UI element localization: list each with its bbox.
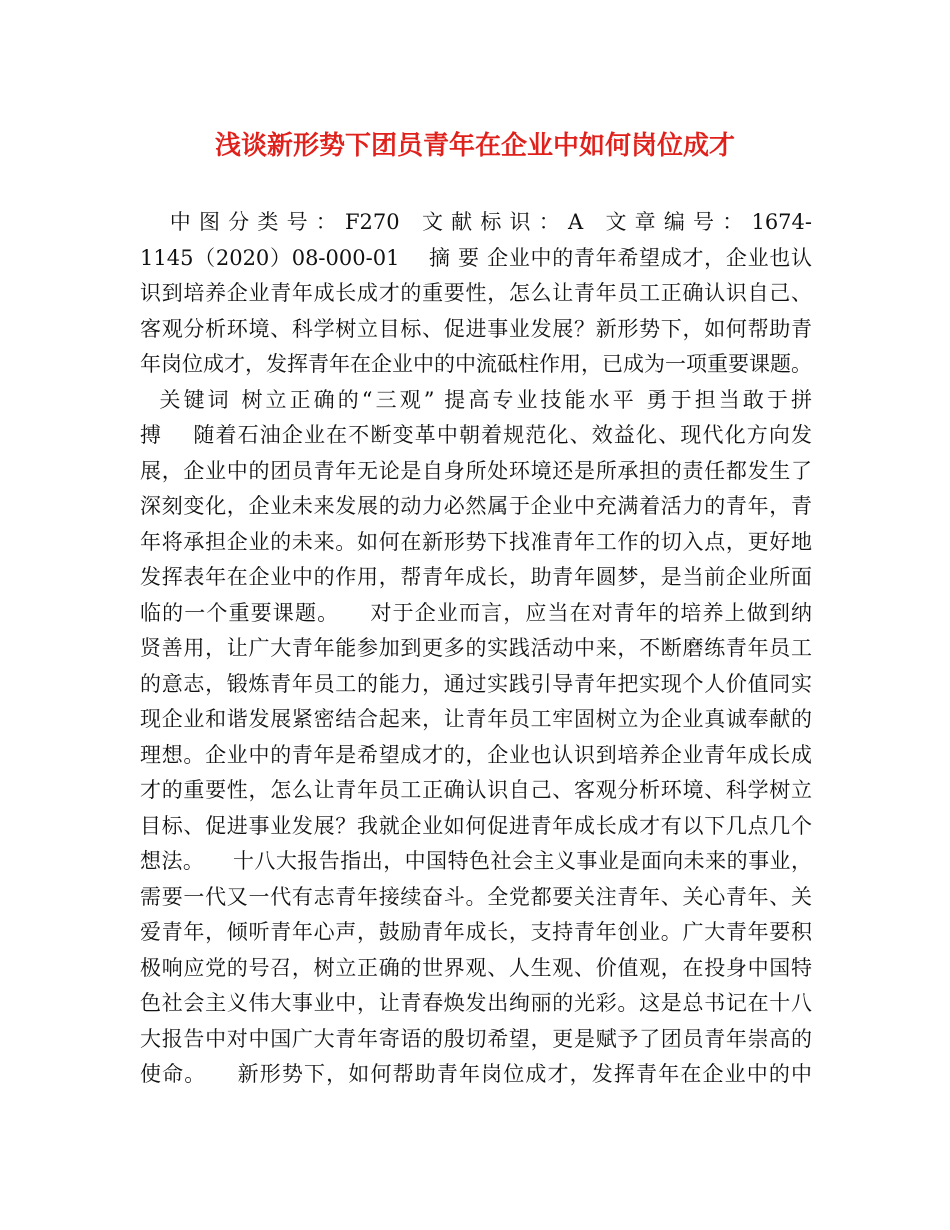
body-line: 理想。企业中的青年是希望成才的，企业也认识到培养企业青年成长成 — [140, 742, 812, 767]
body-line: 临的一个重要课题。 对于企业而言，应当在对青年的培养上做到纳 — [140, 600, 812, 625]
body-line: 才的重要性，怎么让青年员工正确认识自己、客观分析环境、科学树立 — [140, 778, 812, 802]
body-line: 需要一代又一代有志青年接续奋斗。全党都要关注青年、关心青年、关 — [140, 884, 812, 909]
body-line: 目标、促进事业发展？我就企业如何促进青年成长成才有以下几点几个 — [140, 813, 812, 838]
body-line: 1145（2020）08-000-01 摘 要 企业中的青年希望成才，企业也认 — [140, 245, 812, 270]
body-line: 发挥表年在企业中的作用，帮青年成长，助青年圆梦，是当前企业所面 — [140, 565, 812, 589]
body-line: 年岗位成才，发挥青年在企业中的中流砥柱作用，已成为一项重要课题。 — [140, 352, 812, 376]
body-line: 搏 随着石油企业在不断变革中朝着规范化、效益化、现代化方向发 — [140, 423, 812, 447]
body-line: 贤善用，让广大青年能参加到更多的实践活动中来，不断磨练青年员工 — [140, 636, 812, 660]
body-line: 展，企业中的团员青年无论是自身所处环境还是所承担的责任都发生了 — [140, 458, 812, 483]
body-line: 使命。 新形势下，如何帮助青年岗位成才，发挥青年在企业中的中 — [140, 1062, 812, 1086]
body-line: 色社会主义伟大事业中，让青春焕发出绚丽的光彩。这是总书记在十八 — [140, 991, 812, 1015]
body-line: 中 图 分 类 号 ： F270 文 献 标 识 ： A 文 章 编 号 ： 1674- — [140, 210, 812, 234]
body-line: 客观分析环境、科学树立目标、促进事业发展？新形势下，如何帮助青 — [140, 316, 812, 341]
body-line: 大报告中对中国广大青年寄语的殷切希望，更是赋予了团员青年崇高的 — [140, 1026, 812, 1051]
body-line: 想法。 十八大报告指出，中国特色社会主义事业是面向未来的事业， — [140, 849, 812, 873]
body-line: 极响应党的号召，树立正确的世界观、人生观、价值观，在投身中国特 — [140, 955, 812, 980]
body-line: 深刻变化，企业未来发展的动力必然属于企业中充满着活力的青年，青 — [140, 494, 812, 518]
body-line: 爱青年，倾听青年心声，鼓励青年成长，支持青年创业。广大青年要积 — [140, 920, 812, 944]
body-line: 识到培养企业青年成长成才的重要性，怎么让青年员工正确认识自己、 — [140, 281, 812, 305]
body-line: 现企业和谐发展紧密结合起来，让青年员工牢固树立为企业真诚奉献的 — [140, 707, 812, 731]
body-line: 的意志，锻炼青年员工的能力，通过实践引导青年把实现个人价值同实 — [140, 671, 812, 696]
document-body — [140, 205, 812, 1093]
body-line: 年将承担企业的未来。如何在新形势下找准青年工作的切入点，更好地 — [140, 529, 812, 554]
document-title: 浅谈新形势下团员青年在企业中如何岗位成才 — [214, 131, 735, 161]
body-line: 关键词 树立正确的“三观” 提高专业技能水平 勇于担当敢于拼 — [140, 387, 812, 412]
